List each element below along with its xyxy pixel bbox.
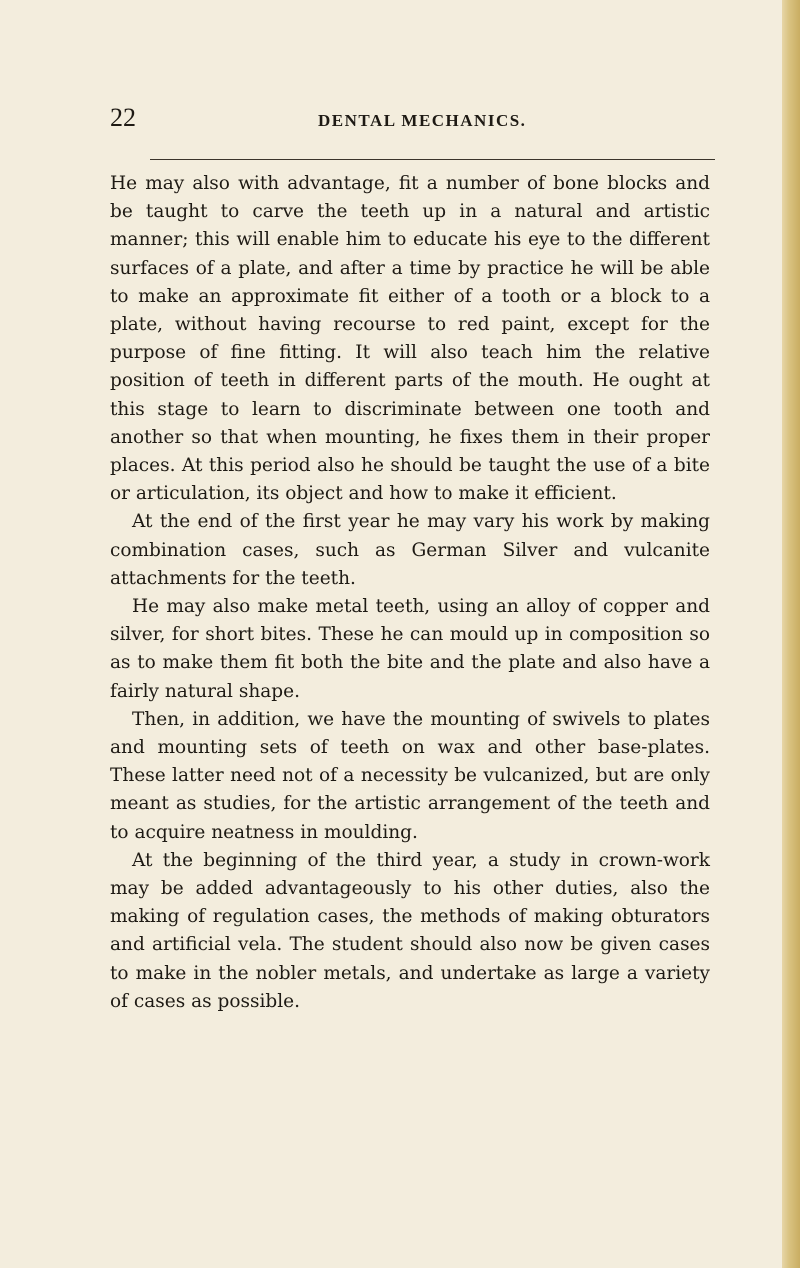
paragraph: He may also make metal teeth, using an alloy of copper and silver, for short bites. These he can mould up in composition so as to make them fit both the bite and the plate and also have a fairly natural shape. <box>110 596 710 702</box>
page-edge <box>782 0 800 1268</box>
body-text <box>110 170 710 1016</box>
paragraph: At the beginning of the third year, a study in crown-work may be added advantageously to his other duties, also the making of regulation cases, the methods of making obturators and artificial vela. The student should also now be given cases to make in the nobler metals, and undertake as large a variety of cases as possible. <box>110 849 710 1012</box>
paragraph: At the end of the first year he may vary his work by making combination cases, such as German Silver and vulcanite attachments for the teeth. <box>110 511 710 589</box>
running-head: DENTAL MECHANICS. <box>318 111 527 130</box>
paragraph: He may also with advantage, fit a number of bone blocks and be taught to carve the teeth up in a natural and artistic manner; this will enable him to educate his eye to the different surfaces of a plate, and after a time by practice he will be able to make an approximate fit either of a tooth or a block to a plate, without having recourse to red paint, except for the purpose of fine fitting. It will also teach him the relative position of teeth in different parts of the mouth. He ought at this stage to learn to discriminate between one tooth and another so that when mounting, he fixes them in their proper places. At this period also he should be taught the use of a bite or articulation, its object and how to make it efficient. <box>110 173 710 505</box>
page-number: 22 <box>110 103 136 132</box>
page-header <box>0 100 782 140</box>
header-rule <box>150 159 715 160</box>
paragraph: Then, in addition, we have the mounting of swivels to plates and mounting sets of teeth on wax and other base-plates. These latter need not of a necessity be vulcanized, but are only meant as studies, for the artistic arrangement of the teeth and to acquire neatness in moulding. <box>110 708 710 843</box>
